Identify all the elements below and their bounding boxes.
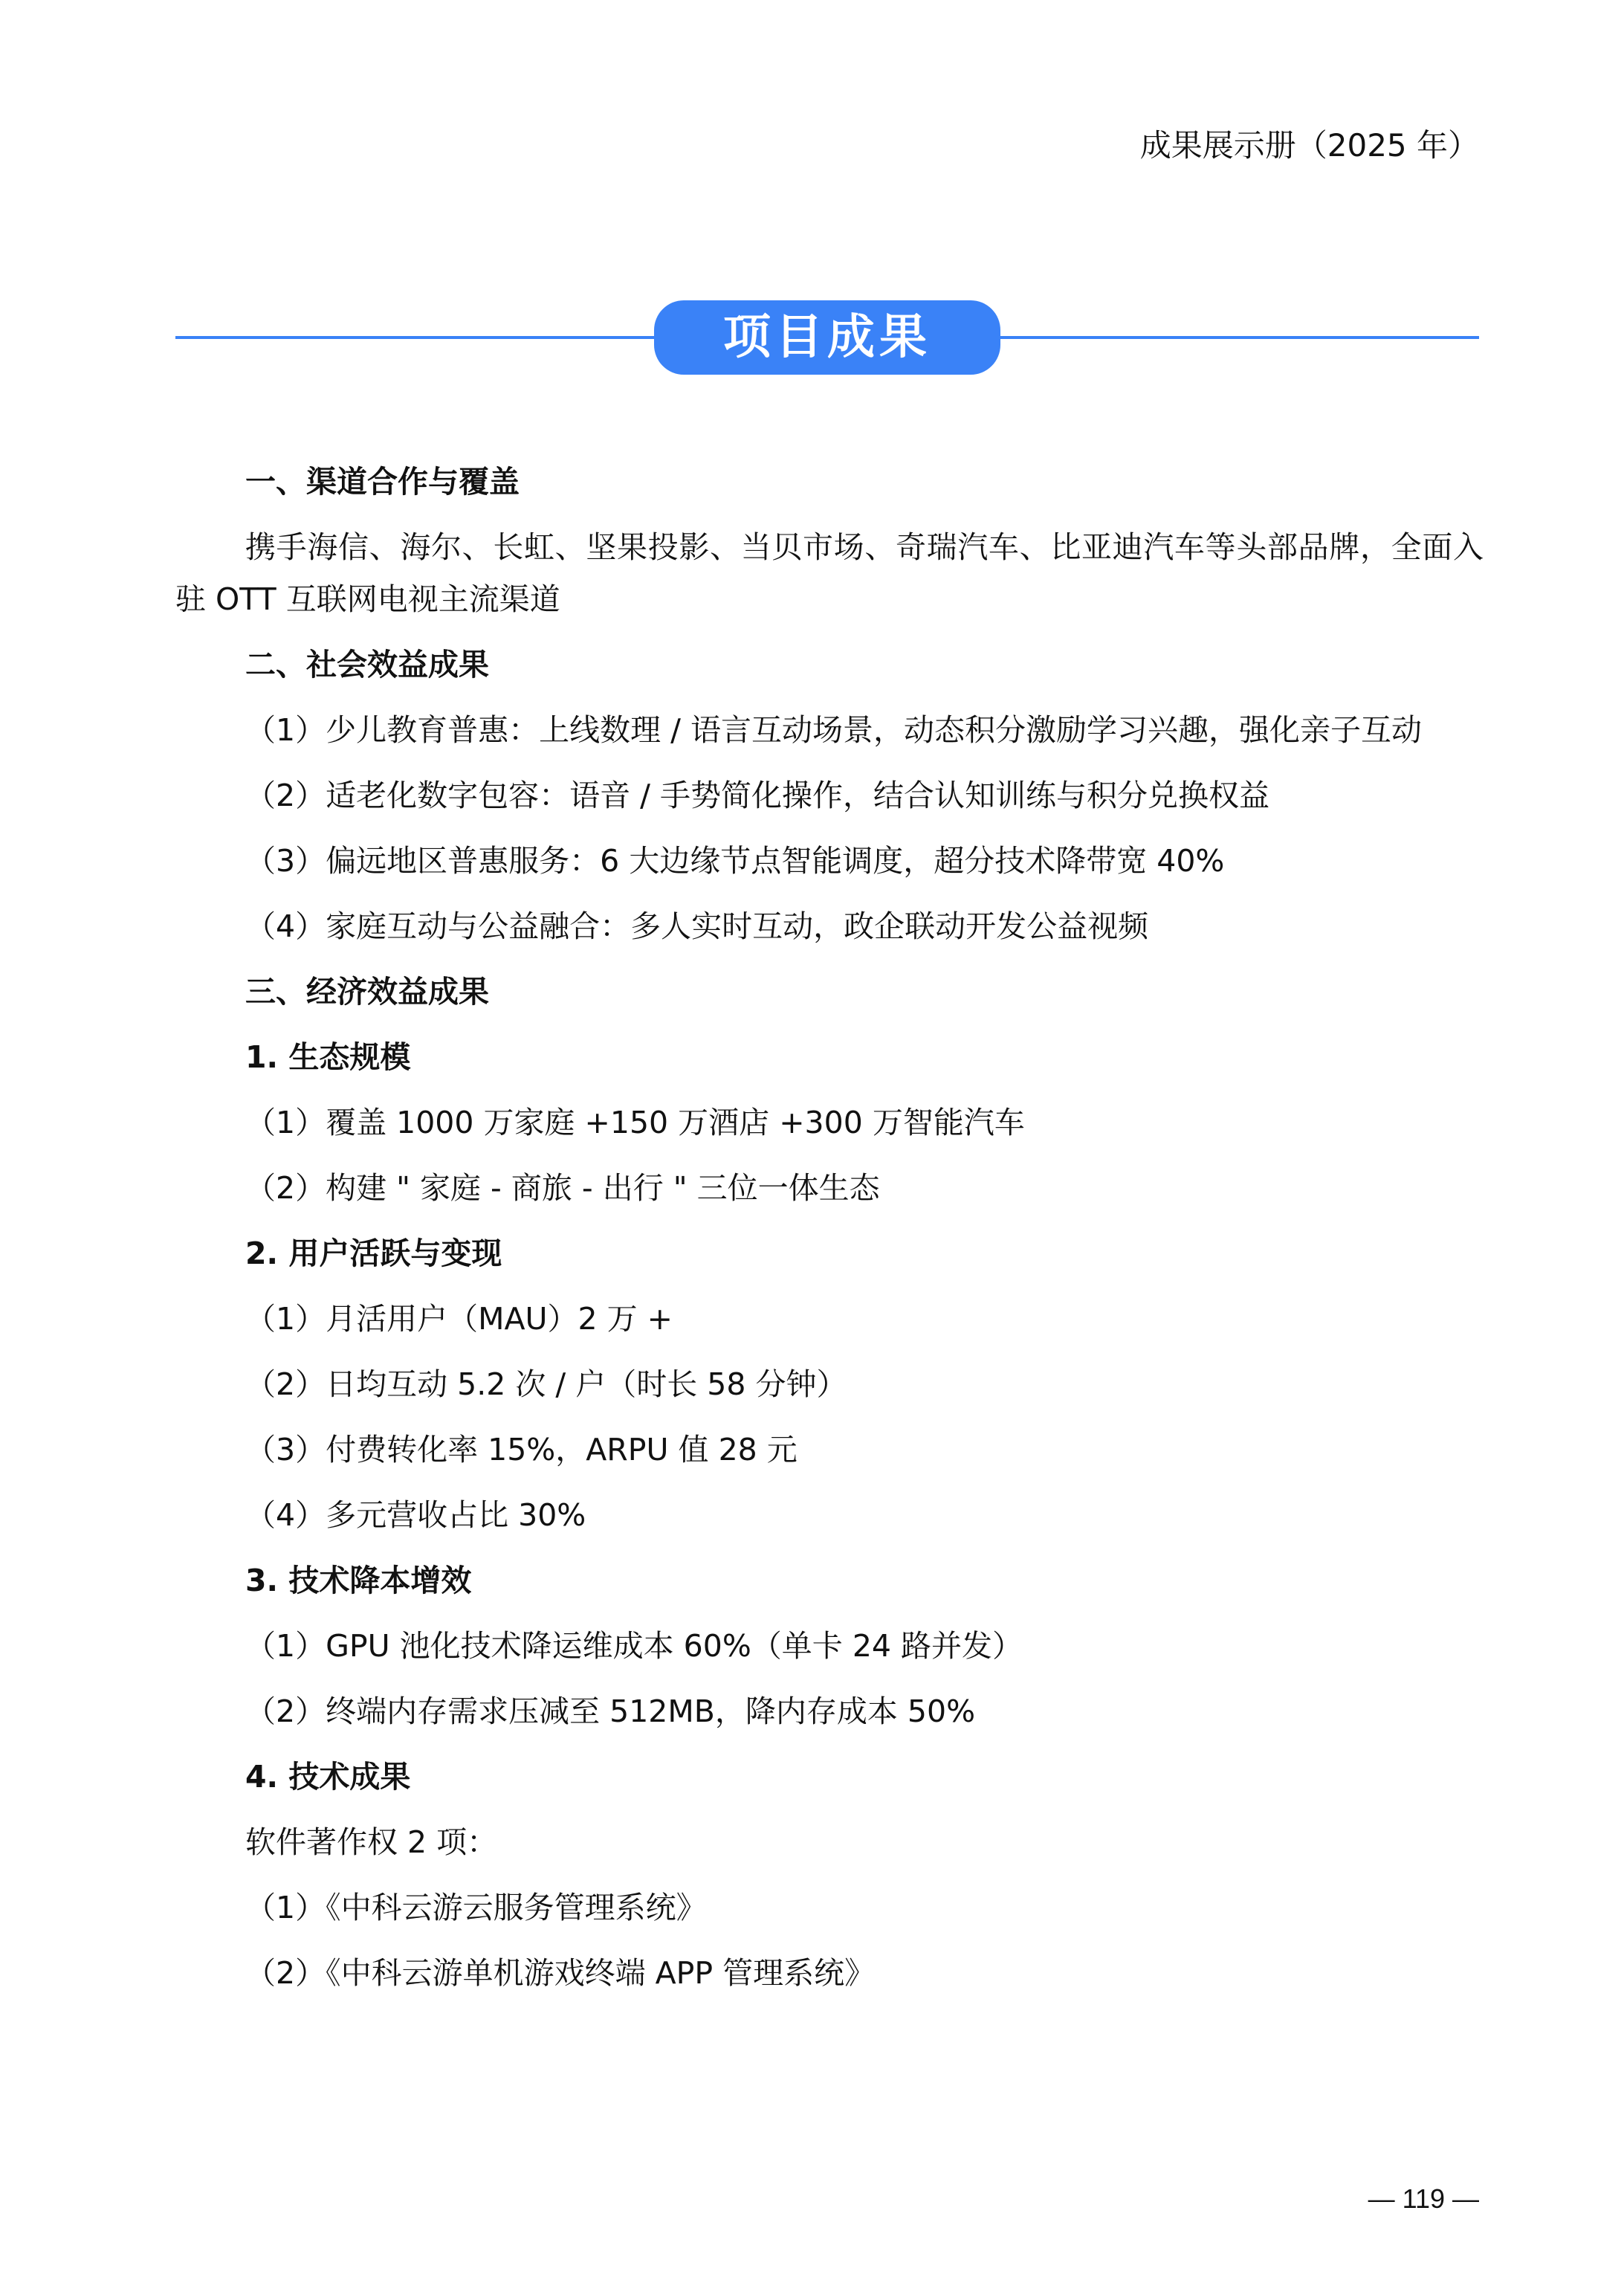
running-header: 成果展示册（2025 年） <box>1139 127 1479 164</box>
subheading-cost-reduction: 3. 技术降本增效 <box>245 1563 472 1598</box>
list-item: （2）终端内存需求压减至 512MB，降内存成本 50% <box>245 1693 976 1729</box>
software-copyright-intro: 软件著作权 2 项： <box>245 1824 498 1860</box>
subheading-ecosystem-scale: 1. 生态规模 <box>245 1039 411 1075</box>
heading-social: 二、社会效益成果 <box>245 647 489 682</box>
list-item: （2）适老化数字包容：语音 / 手势简化操作，结合认知训练与积分兑换权益 <box>245 778 1269 813</box>
list-item: （1）少儿教育普惠：上线数理 / 语言互动场景，动态积分激励学习兴趣，强化亲子互动 <box>245 712 1422 748</box>
heading-economic: 三、经济效益成果 <box>245 974 489 1010</box>
list-item: （1）月活用户（MAU）2 万 + <box>245 1301 673 1337</box>
page-number: — 119 — <box>1368 2183 1479 2214</box>
list-item: （4）家庭互动与公益融合：多人实时互动，政企联动开发公益视频 <box>245 908 1149 944</box>
subheading-tech-results: 4. 技术成果 <box>245 1759 411 1795</box>
list-item: （4）多元营收占比 30% <box>245 1497 586 1533</box>
section-title-badge <box>654 300 1000 375</box>
list-item: （2）构建 " 家庭 - 商旅 - 出行 " 三位一体生态 <box>245 1170 880 1206</box>
section-title: 项目成果 <box>723 310 931 365</box>
list-item: （3）偏远地区普惠服务：6 大边缘节点智能调度，超分技术降带宽 40% <box>245 843 1225 879</box>
subheading-user-activity: 2. 用户活跃与变现 <box>245 1236 502 1271</box>
list-item: （1）GPU 池化技术降运维成本 60%（单卡 24 路并发） <box>245 1628 1023 1664</box>
page-content <box>175 449 1484 2006</box>
list-item: （2）日均互动 5.2 次 / 户（时长 58 分钟） <box>245 1366 847 1402</box>
list-item: （2）《中科云游单机游戏终端 APP 管理系统》 <box>245 1955 876 1991</box>
heading-channel: 一、渠道合作与覆盖 <box>245 464 520 500</box>
paragraph-channel: 携手海信、海尔、长虹、坚果投影、当贝市场、奇瑞汽车、比亚迪汽车等头部品牌，全面入驻 OTT 互联网电视主流渠道 <box>175 529 1484 617</box>
list-item: （1）覆盖 1000 万家庭 +150 万酒店 +300 万智能汽车 <box>245 1105 1025 1140</box>
list-item: （1）《中科云游云服务管理系统》 <box>245 1890 707 1925</box>
list-item: （3）付费转化率 15%，ARPU 值 28 元 <box>245 1432 798 1467</box>
